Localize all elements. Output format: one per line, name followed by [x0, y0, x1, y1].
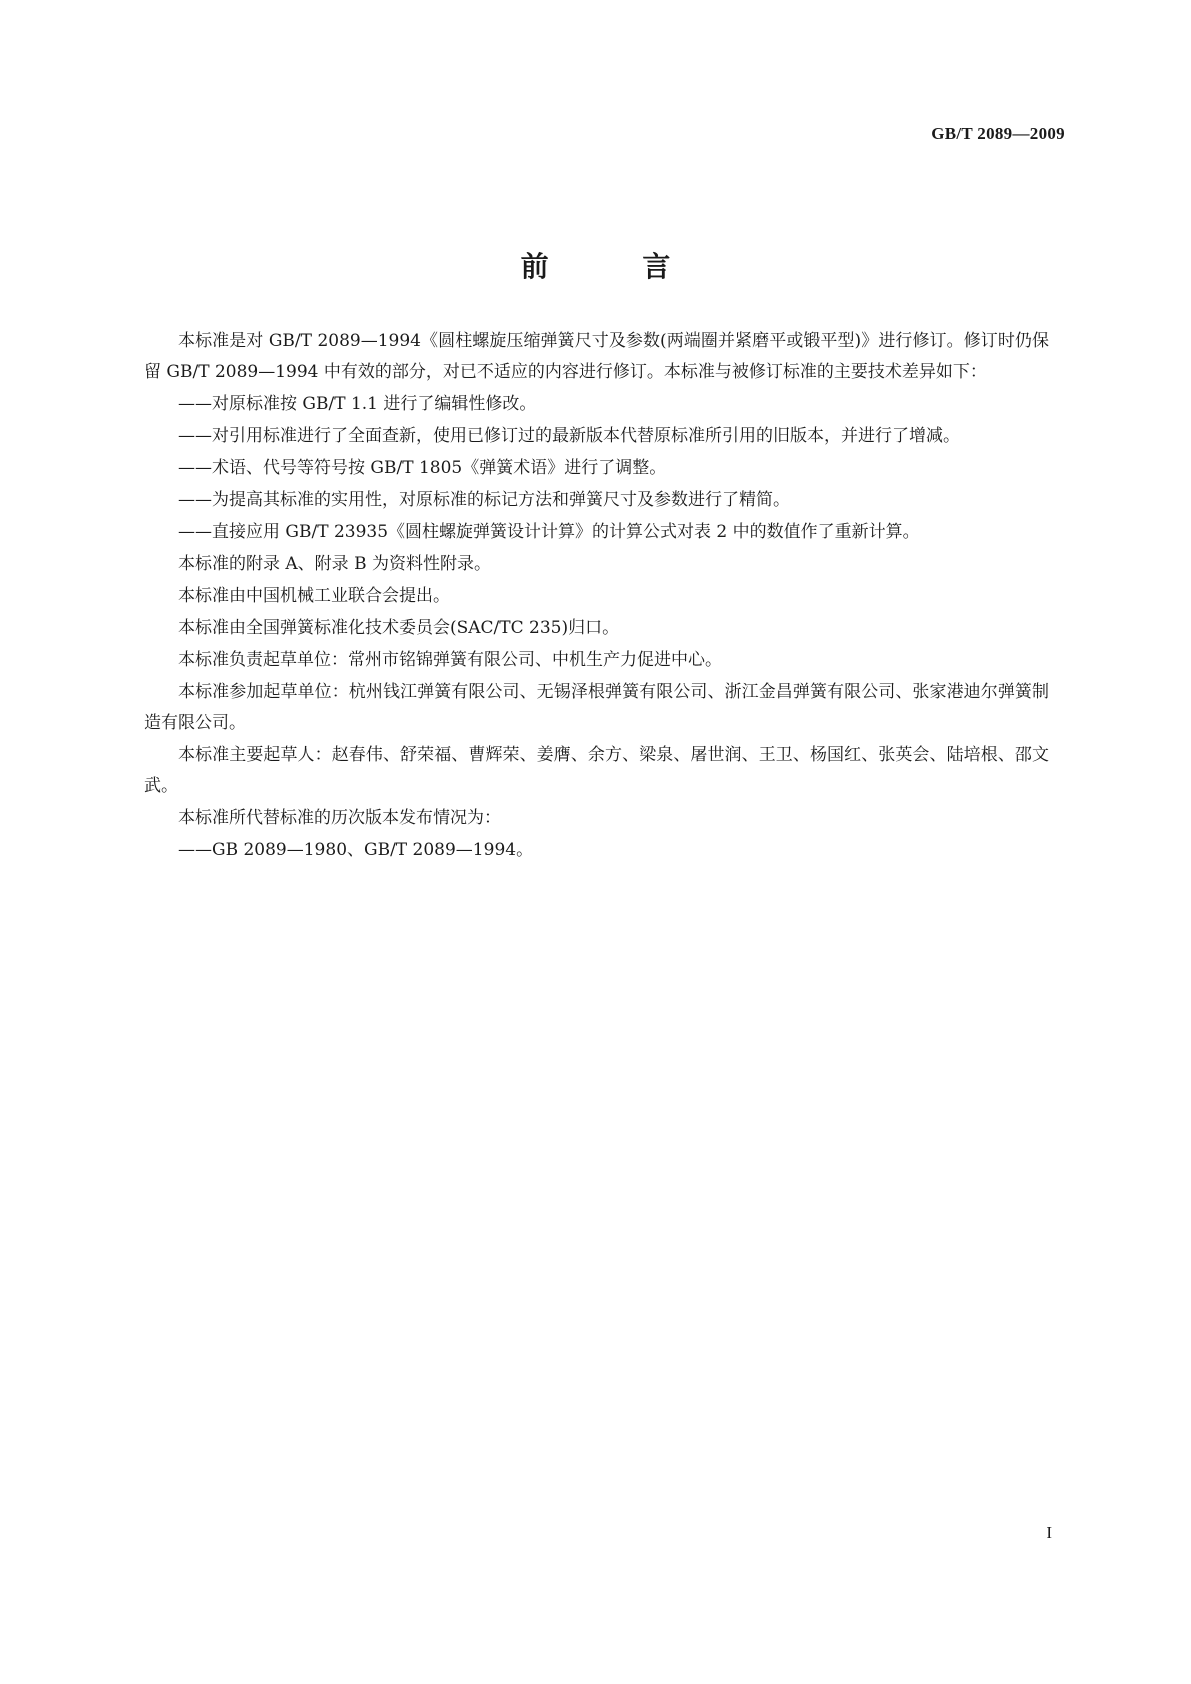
- paragraph-lead-drafter: 本标准负责起草单位：常州市铭锦弹簧有限公司、中机生产力促进中心。: [178, 650, 722, 670]
- foreword-body: [144, 326, 1049, 867]
- page-title: 前 言: [520, 249, 713, 283]
- list-item-terminology: ——术语、代号等符号按 GB/T 1805《弹簧术语》进行了调整。: [178, 458, 667, 478]
- list-item-previous-editions: ——GB 2089—1980、GB/T 2089—1994。: [178, 840, 534, 860]
- list-item-references: ——对引用标准进行了全面查新，使用已修订过的最新版本代替原标准所引用的旧版本，并进行了增减。: [178, 426, 960, 446]
- paragraph-history: 本标准所代替标准的历次版本发布情况为：: [178, 808, 501, 828]
- list-item-recalculation: ——直接应用 GB/T 23935《圆柱螺旋弹簧设计计算》的计算公式对表 2 中的数值作了重新计算。: [178, 522, 920, 542]
- list-item-simplification: ——为提高其标准的实用性，对原标准的标记方法和弹簧尺寸及参数进行了精简。: [178, 490, 790, 510]
- paragraph-main-drafters: 本标准主要起草人：赵春伟、舒荣福、曹辉荣、姜膺、余方、梁泉、屠世润、王卫、杨国红、张英会、陆培根、邵文武。: [144, 745, 1049, 796]
- page-number: I: [1046, 1523, 1052, 1542]
- paragraph-annexes: 本标准的附录 A、附录 B 为资料性附录。: [178, 554, 491, 574]
- paragraph-committee: 本标准由全国弹簧标准化技术委员会(SAC/TC 235)归口。: [178, 618, 620, 638]
- paragraph-participating-drafters: 本标准参加起草单位：杭州钱江弹簧有限公司、无锡泽根弹簧有限公司、浙江金昌弹簧有限公司、张家港迪尔弹簧制造有限公司。: [144, 682, 1049, 733]
- paragraph-proposer: 本标准由中国机械工业联合会提出。: [178, 586, 450, 606]
- standard-code: GB/T 2089—2009: [931, 124, 1065, 143]
- paragraph-intro: 本标准是对 GB/T 2089—1994《圆柱螺旋压缩弹簧尺寸及参数(两端圈并紧磨平或锻平型)》进行修订。修订时仍保留 GB/T 2089—1994 中有效的部分，对已不适应的内容进行修订。本标准与被修订标准的主要技术差异如下：: [144, 331, 1049, 382]
- list-item-editorial: ——对原标准按 GB/T 1.1 进行了编辑性修改。: [178, 394, 537, 414]
